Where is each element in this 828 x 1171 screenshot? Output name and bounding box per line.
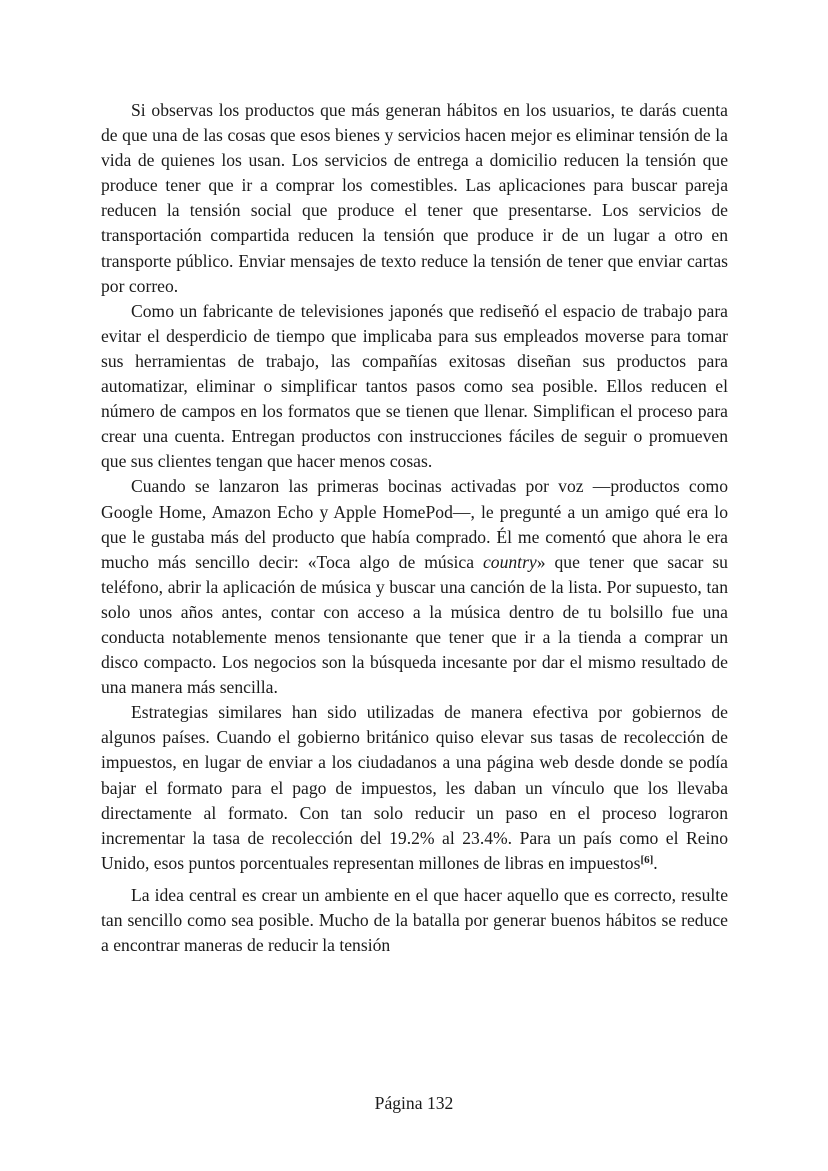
page-number: Página 132 xyxy=(374,1093,454,1113)
paragraph-2 xyxy=(101,299,728,475)
paragraph-3-text-start: Cuando se lanzaron las primeras bocinas activadas por voz —productos como Google Home, Amazon Echo y Apple HomePod—, le pregunté a un amigo qué era lo que le gustaba más del producto que había comprado. Él me comentó que ahora le era mucho más sencillo decir: «Toca algo de música xyxy=(101,476,728,572)
paragraph-1 xyxy=(101,98,728,299)
paragraph-1-text: Si observas los productos que más generan hábitos en los usuarios, te darás cuenta de que una de las cosas que esos bienes y servicios hacen mejor es eliminar tensión de la vida de quienes los usan. Los servicios de entrega a domicilio reducen la tensión que produce tener que ir a comprar los comestibles. Las aplicaciones para buscar pareja reducen la tensión social que produce el tener que presentarse. Los servicios de transportación compartida reducen la tensión que produce ir de un lugar a otro en transporte público. Enviar mensajes de texto reduce la tensión de tener que enviar cartas por correo. xyxy=(101,100,728,296)
paragraph-3-text-end: » que tener que sacar su teléfono, abrir la aplicación de música y buscar una canción de la lista. Por supuesto, tan solo unos años antes, contar con acceso a la música dentro de tu bolsillo fue una conducta notablemente menos tensionante que tener que ir a la tienda a comprar un disco compacto. Los negocios son la búsqueda incesante por dar el mismo resultado de una manera más sencilla. xyxy=(101,551,728,698)
paragraph-4-period: . xyxy=(653,852,658,873)
paragraph-5 xyxy=(101,883,728,958)
paragraph-4-text: Estrategias similares han sido utilizadas de manera efectiva por gobiernos de algunos países. Cuando el gobierno británico quiso elevar sus tasas de recolección de impuestos, en lugar de enviar a los ciudadanos a una página web desde donde se podía bajar el formato para el pago de impuestos, les daban un vínculo que los llevaba directamente al formato. Con tan solo reducir un paso en el proceso lograron incrementar la tasa de recolección del 19.2% al 23.4%. Para un país como el Reino Unido, esos puntos porcentuales representan millones de libras en impuestos xyxy=(101,702,728,873)
paragraph-3 xyxy=(101,474,728,700)
paragraph-3-italic-word: country xyxy=(482,551,537,572)
footnote-reference-link[interactable]: [6] xyxy=(640,853,654,866)
paragraph-4 xyxy=(101,700,728,876)
paragraph-5-text: La idea central es crear un ambiente en el que hacer aquello que es correcto, resulte tan sencillo como sea posible. Mucho de la batalla por generar buenos hábitos se reduce a encontrar maneras de reducir la tensión xyxy=(101,884,728,956)
body-text xyxy=(101,98,728,958)
paragraph-2-text: Como un fabricante de televisiones japonés que rediseñó el espacio de trabajo para evitar el desperdicio de tiempo que implicaba para sus empleados moverse para tomar sus herramientas de trabajo, las compañías exitosas diseñan sus productos para automatizar, eliminar o simplificar tantos pasos como sea posible. Ellos reducen el número de campos en los formatos que se tienen que llenar. Simplifican el proceso para crear una cuenta. Entregan productos con instrucciones fáciles de seguir o promueven que sus clientes tengan que hacer menos cosas. xyxy=(101,300,728,472)
